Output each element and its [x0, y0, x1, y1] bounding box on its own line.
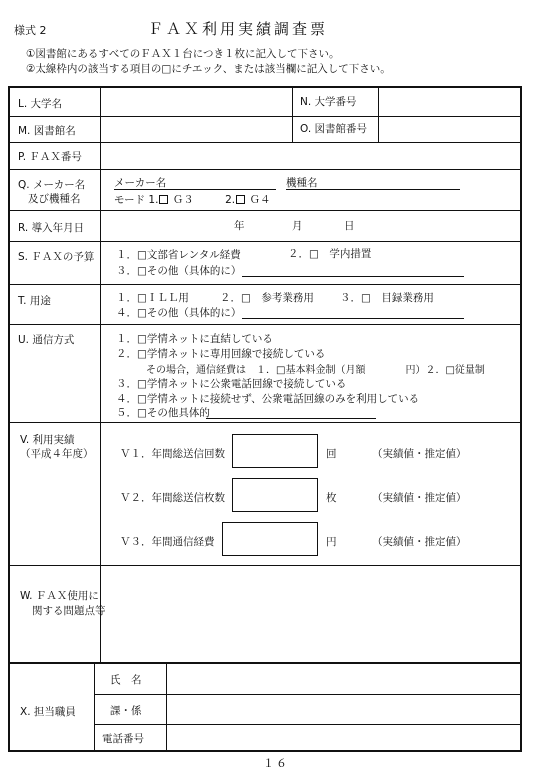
label-usage-stats: V. 利用実績	[20, 434, 75, 446]
label-comm-method: U. 通信方式	[18, 334, 75, 346]
label-staff-name: 氏 名	[110, 674, 142, 686]
v1-input-box[interactable]	[232, 434, 318, 468]
checkbox-g3[interactable]	[159, 195, 168, 204]
instruction-1: ①図書館にあるすべてのＦＡＸ１台につき１枚に記入して下さい。	[26, 48, 340, 60]
comm-option-5[interactable]: ５．□その他具体的	[116, 407, 210, 419]
label-university-name: L. 大学名	[18, 98, 63, 110]
label-month: 月	[292, 220, 303, 232]
checkbox-g4[interactable]	[236, 195, 245, 204]
label-staff-phone: 電話番号	[102, 733, 144, 745]
label-usage: T. 用途	[18, 295, 51, 307]
label-fax-issues: W. ＦＡＸ使用に	[20, 590, 99, 602]
maker-name-label: メーカー名	[114, 177, 167, 189]
label-install-date: R. 導入年月日	[18, 222, 85, 234]
form-id: 様式 2	[14, 24, 47, 37]
budget-option-2[interactable]: ２．□ 学内措置	[288, 248, 372, 260]
comm-option-2[interactable]: ２．□学情ネットに専用回線で接続している	[116, 348, 326, 360]
label-fax-issues-2: 関する問題点等	[32, 605, 106, 617]
label-fiscal-year: （平成４年度）	[20, 448, 94, 460]
page-number: １６	[263, 757, 289, 770]
usage-option-4[interactable]: ４．□その他（具体的に）	[116, 307, 242, 319]
usage-option-3[interactable]: ３．□ 目録業務用	[340, 292, 434, 304]
usage-option-2[interactable]: ２．□ 参考業務用	[220, 292, 314, 304]
usage-option-1[interactable]: １．□ＩＬＬ用	[116, 292, 189, 304]
label-maker: Q. メーカー名	[18, 179, 86, 191]
label-library-name: M. 図書館名	[18, 125, 76, 137]
label-year: 年	[234, 220, 245, 232]
v3-label: Ｖ３．年間通信経費	[120, 536, 215, 548]
form-title: ＦＡＸ利用実績調査票	[148, 20, 329, 38]
comm-option-3[interactable]: ３．□学情ネットに公衆電話回線で接続している	[116, 378, 347, 390]
label-library-number: O. 図書館番号	[300, 123, 368, 135]
v1-unit: 回	[326, 448, 337, 460]
label-staff: X. 担当職員	[20, 706, 76, 718]
v2-input-box[interactable]	[232, 478, 318, 512]
comm-option-2-sub[interactable]: その場合，通信経費は １．□基本料金制（月額 円）２．□従量制	[146, 365, 485, 376]
comm-option-4[interactable]: ４．□学情ネットに接続せず、公衆電話回線のみを利用している	[116, 393, 420, 405]
v2-label: Ｖ２．年間総送信枚数	[120, 492, 225, 504]
label-model: 及び機種名	[28, 193, 81, 205]
label-day: 日	[344, 220, 355, 232]
comm-option-1[interactable]: １．□学情ネットに直結している	[116, 333, 273, 345]
label-university-number: N. 大学番号	[300, 96, 357, 108]
label-staff-section: 課・係	[110, 705, 142, 717]
v3-input-box[interactable]	[222, 522, 318, 556]
label-fax-number: P. ＦＡＸ番号	[18, 151, 82, 163]
instruction-2: ②太線枠内の該当する項目の□にチエック、または該当欄に記入して下さい。	[26, 63, 391, 75]
budget-option-1[interactable]: １．□文部省レンタル経費	[116, 249, 241, 261]
v1-label: Ｖ１．年間総送信回数	[120, 448, 225, 460]
v3-unit: 円	[326, 536, 337, 548]
v3-note: （実績値・推定値）	[372, 536, 467, 548]
mode-row: モード 1. Ｇ３ 2. Ｇ４	[114, 194, 271, 206]
model-name-label: 機種名	[286, 177, 318, 189]
v2-unit: 枚	[326, 492, 337, 504]
survey-table	[8, 86, 522, 752]
budget-option-3[interactable]: ３．□その他（具体的に）	[116, 265, 242, 277]
label-budget: S. ＦＡＸの予算	[18, 251, 95, 263]
v2-note: （実績値・推定値）	[372, 492, 467, 504]
v1-note: （実績値・推定値）	[372, 448, 467, 460]
